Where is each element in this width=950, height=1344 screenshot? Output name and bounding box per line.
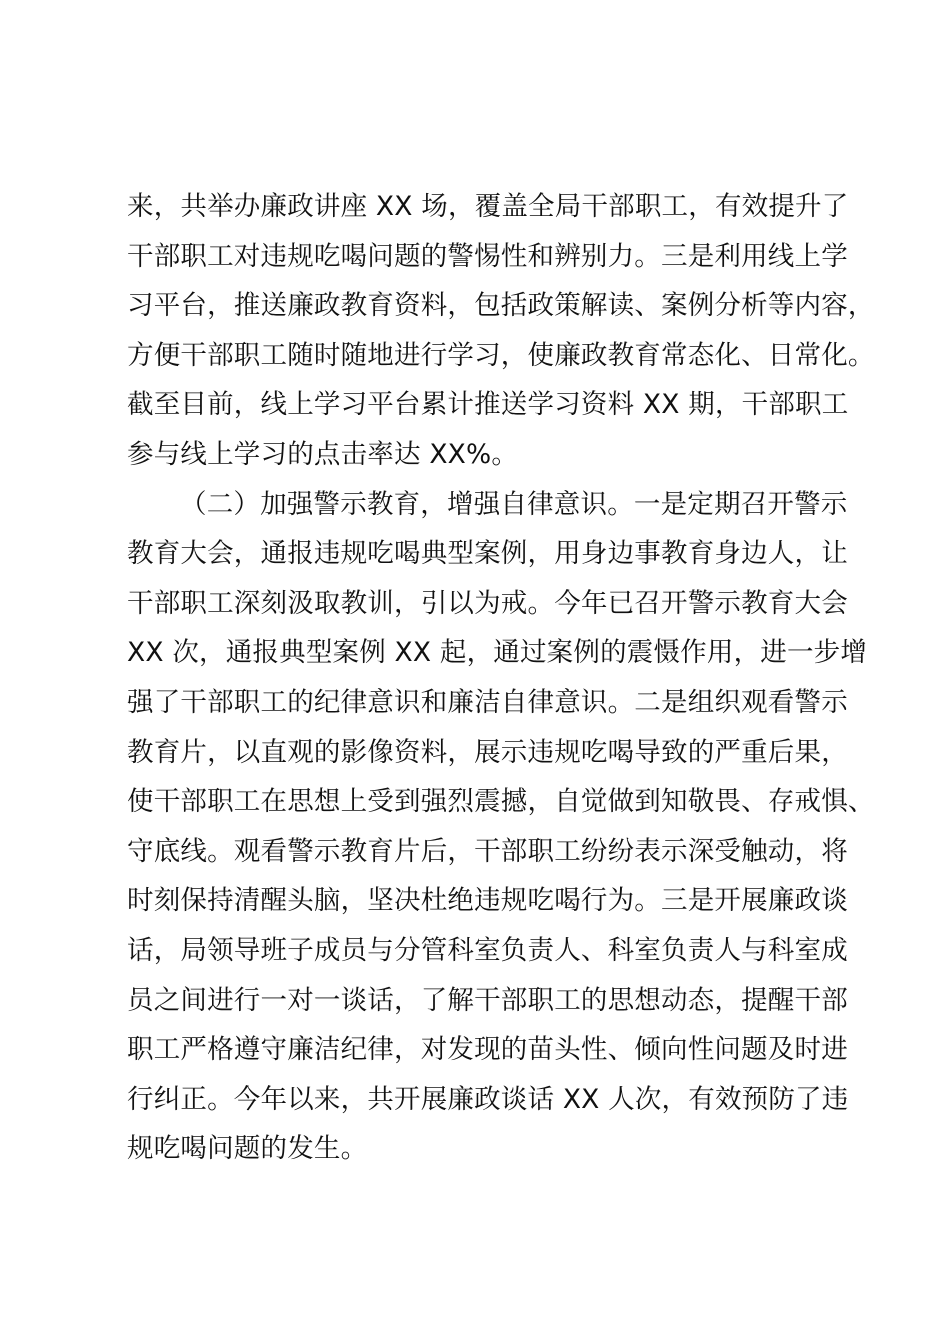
body-line: 教育片，以直观的影像资料，展示违规吃喝导致的严重后果， <box>127 736 848 768</box>
document-body <box>127 182 875 1174</box>
body-line: 参与线上学习的点击率达 XX%。 <box>127 438 519 470</box>
body-line: 教育大会，通报违规吃喝典型案例，用身边事教育身边人，让 <box>127 538 848 570</box>
body-line: 使干部职工在思想上受到强烈震撼，自觉做到知敬畏、存戒惧、 <box>127 786 875 818</box>
body-line: 干部职工深刻汲取教训，引以为戒。今年已召开警示教育大会 <box>127 587 848 619</box>
body-line: 截至目前，线上学习平台累计推送学习资料 XX 期，干部职工 <box>127 389 849 421</box>
body-line: 行纠正。今年以来，共开展廉政谈话 XX 人次，有效预防了违 <box>127 1083 849 1115</box>
body-line: 员之间进行一对一谈话，了解干部职工的思想动态，提醒干部 <box>127 984 848 1016</box>
body-line: 时刻保持清醒头脑，坚决杜绝违规吃喝行为。三是开展廉政谈 <box>127 885 848 917</box>
body-line: 方便干部职工随时随地进行学习，使廉政教育常态化、日常化。 <box>127 339 875 371</box>
section-heading-line: （二）加强警示教育，增强自律意识。一是定期召开警示 <box>180 488 848 520</box>
body-line: 规吃喝问题的发生。 <box>127 1133 368 1165</box>
body-line: 强了干部职工的纪律意识和廉洁自律意识。二是组织观看警示 <box>127 686 848 718</box>
body-line: 习平台，推送廉政教育资料，包括政策解读、案例分析等内容， <box>127 290 875 322</box>
body-line: XX 次，通报典型案例 XX 起，通过案例的震慑作用，进一步增 <box>127 637 868 669</box>
body-line: 守底线。观看警示教育片后，干部职工纷纷表示深受触动，将 <box>127 835 848 867</box>
body-line: 干部职工对违规吃喝问题的警惕性和辨别力。三是利用线上学 <box>127 240 848 272</box>
body-line: 来，共举办廉政讲座 XX 场，覆盖全局干部职工，有效提升了 <box>127 191 849 222</box>
body-line: 话，局领导班子成员与分管科室负责人、科室负责人与科室成 <box>127 934 848 966</box>
body-line: 职工严格遵守廉洁纪律，对发现的苗头性、倾向性问题及时进 <box>127 1034 848 1066</box>
